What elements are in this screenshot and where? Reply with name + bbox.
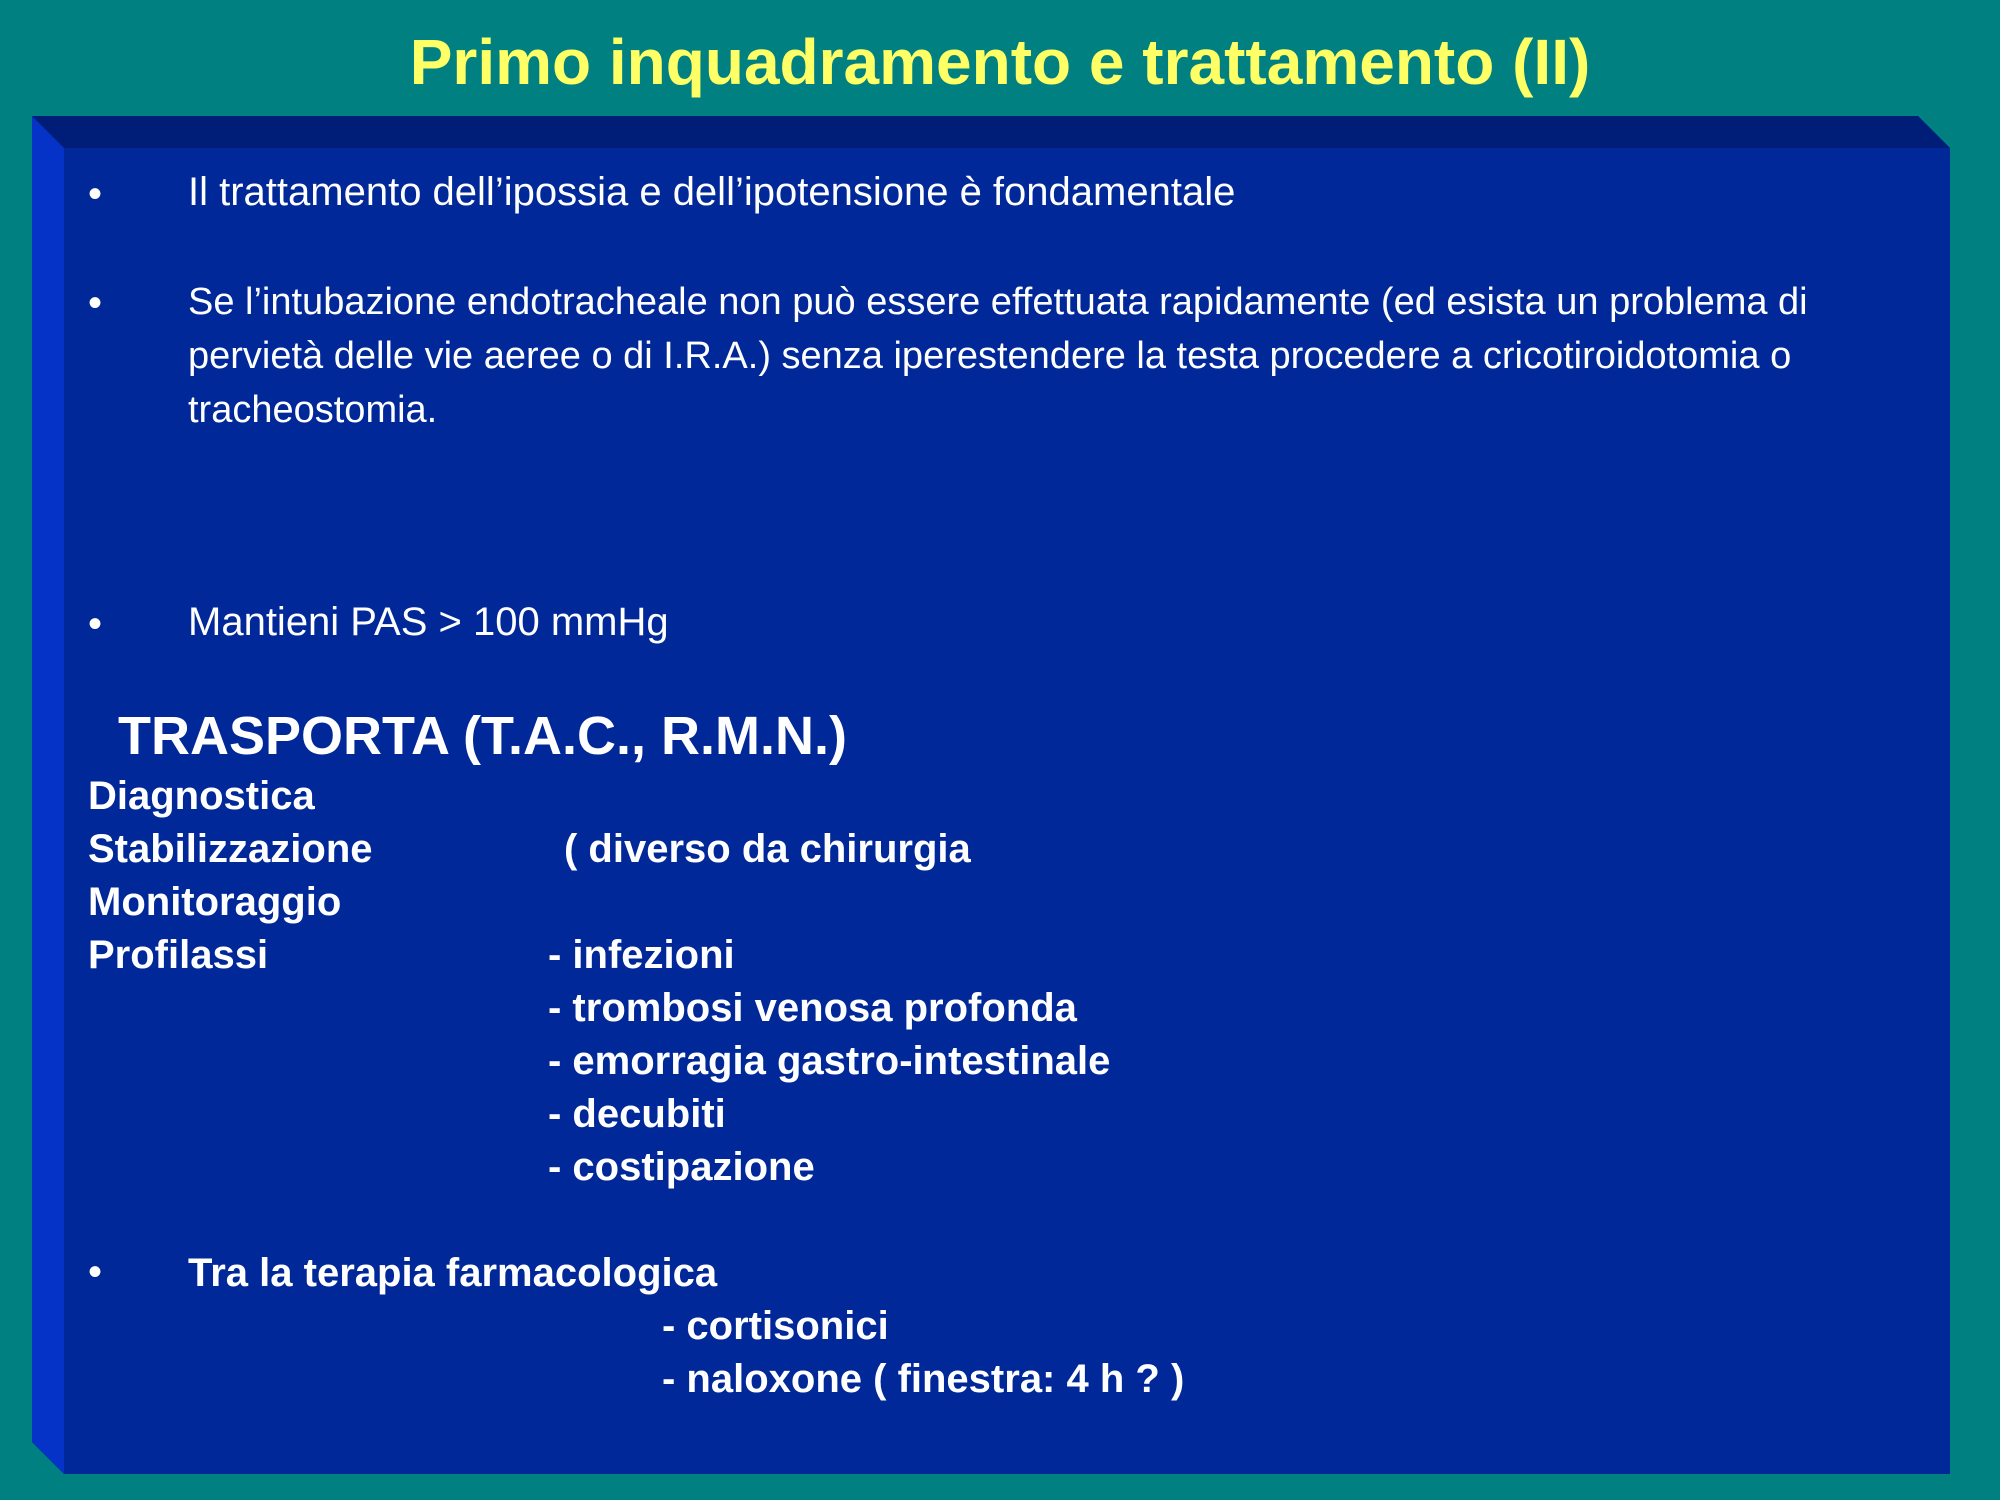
bullet-pharmacology: Tra la terapia farmacologica	[188, 1251, 718, 1295]
prophylaxis-item: - costipazione	[548, 1145, 815, 1189]
bullet-marker: •	[88, 602, 103, 646]
bullet-hypoxia-hypotension: Il trattamento dell’ipossia e dell’ipotensione è fondamentale	[188, 170, 1236, 214]
pharmacology-item: - cortisonici	[662, 1304, 889, 1348]
stabilization-note: ( diverso da chirurgia	[564, 827, 971, 871]
bullet-pas: Mantieni PAS > 100 mmHg	[188, 600, 669, 644]
pharmacology-item: - naloxone ( finestra: 4 h ? )	[662, 1357, 1185, 1401]
bullet-marker: •	[88, 1250, 103, 1294]
label-diagnostica: Diagnostica	[88, 774, 315, 818]
prophylaxis-item: - trombosi venosa profonda	[548, 986, 1077, 1030]
label-monitoraggio: Monitoraggio	[88, 880, 342, 924]
prophylaxis-item: - infezioni	[548, 933, 735, 977]
bullet-marker: •	[88, 172, 103, 216]
bullet-marker: •	[88, 281, 103, 325]
transport-heading: TRASPORTA (T.A.C., R.M.N.)	[118, 706, 847, 766]
label-profilassi: Profilassi	[88, 933, 269, 977]
label-stabilizzazione: Stabilizzazione	[88, 827, 373, 871]
prophylaxis-item: - emorragia gastro-intestinale	[548, 1039, 1111, 1083]
slide-title: Primo inquadramento e trattamento (II)	[409, 26, 1591, 98]
bullet-intubation: Se l’intubazione endotracheale non può essere effettuata rapidamente (ed esista un problema di pervietà delle vie aeree o di I.R.A.) senza iperestendere la testa procedere a cricotiroidotomia o tracheostomia.	[188, 281, 1808, 431]
prophylaxis-item: - decubiti	[548, 1092, 726, 1136]
